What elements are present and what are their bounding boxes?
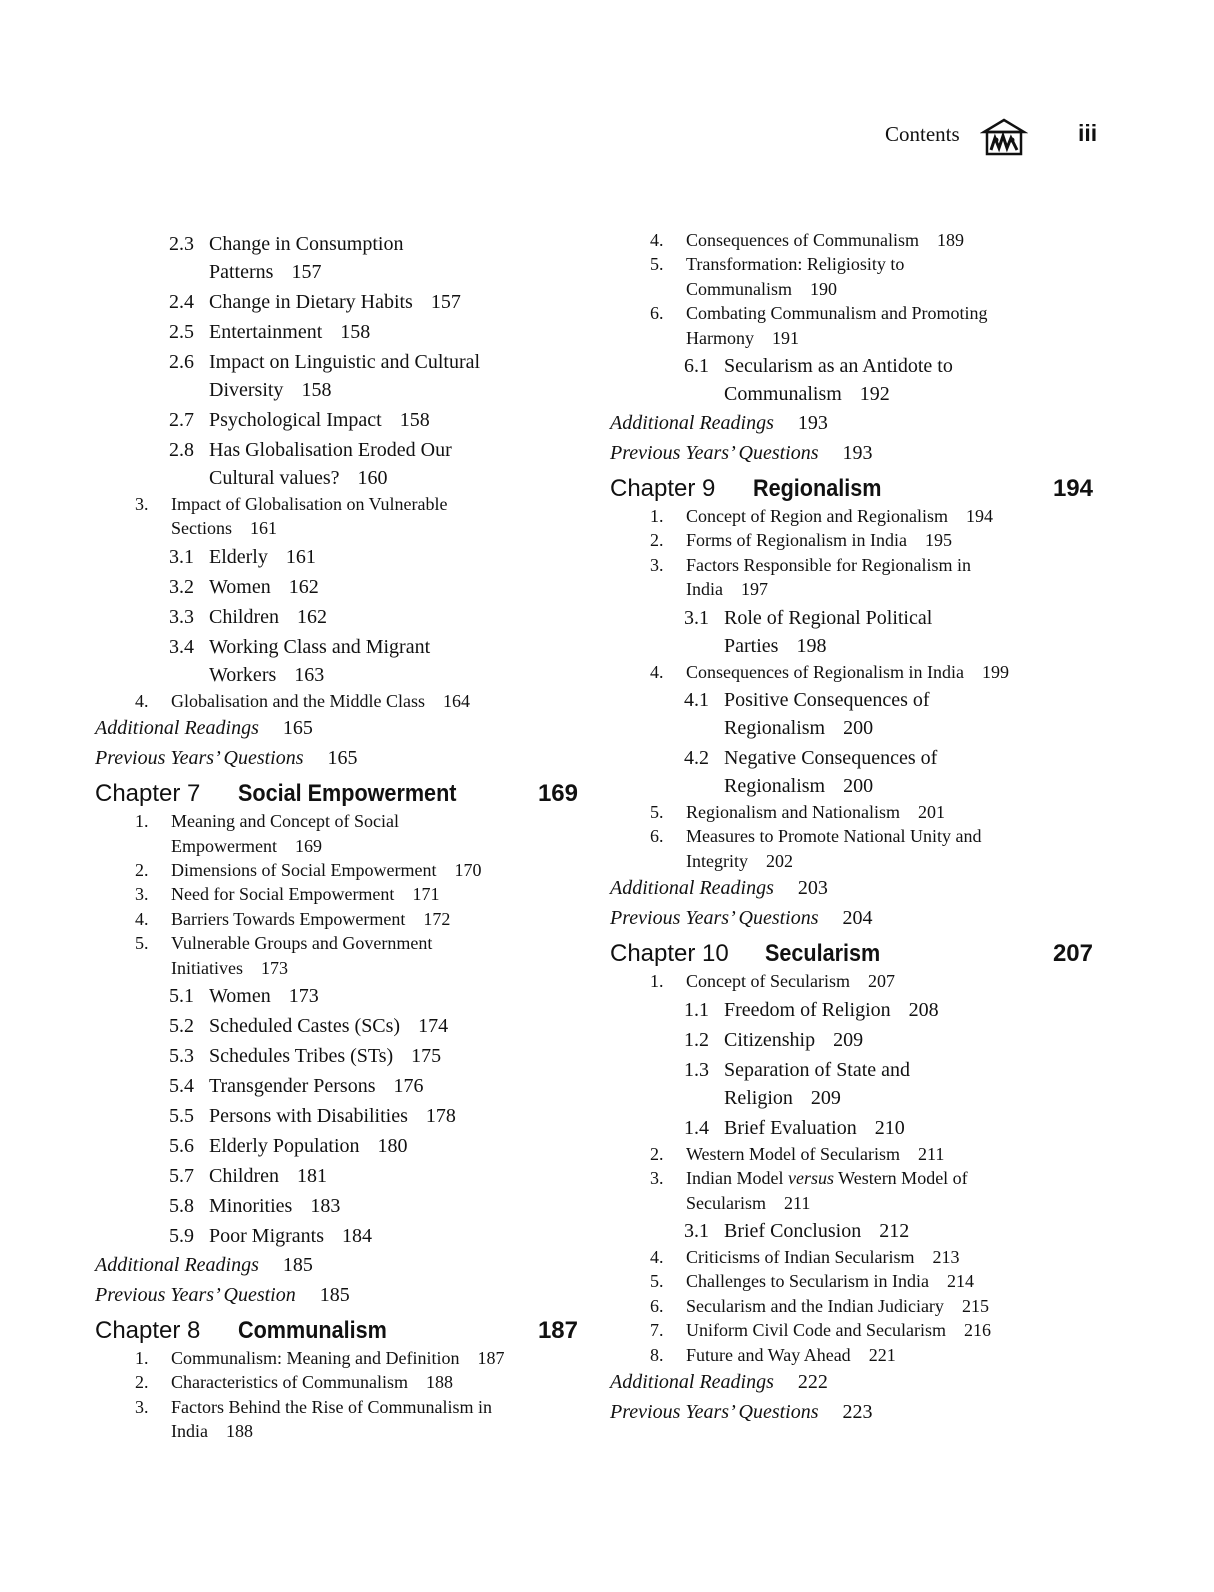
entry-title: Secularism as an Antidote to Communalism bbox=[724, 355, 953, 406]
entry-page: 162 bbox=[288, 575, 319, 598]
previous-years-questions bbox=[610, 903, 1030, 933]
entry-number: 3.4 bbox=[169, 635, 194, 658]
entry-page: 210 bbox=[874, 1116, 905, 1139]
page-number: iii bbox=[1078, 120, 1098, 146]
entry-page: 161 bbox=[250, 518, 277, 539]
toc-subentry bbox=[95, 1042, 505, 1070]
entry-number: 1.2 bbox=[684, 1028, 709, 1051]
toc-entry bbox=[95, 492, 505, 541]
toc-subentry bbox=[610, 744, 1030, 800]
entry-title: Barriers Towards Empowerment bbox=[171, 908, 406, 929]
toc-entry bbox=[610, 1318, 1030, 1342]
entry-page: 200 bbox=[843, 775, 874, 798]
entry-page: 197 bbox=[740, 579, 768, 600]
toc-subentry bbox=[610, 1217, 1030, 1245]
entry-title: Brief Evaluation bbox=[724, 1116, 857, 1139]
entry-number: 2. bbox=[135, 1372, 149, 1393]
toc-subentry bbox=[95, 230, 505, 286]
entry-number: 1.1 bbox=[684, 998, 709, 1021]
entry-page: 207 bbox=[867, 971, 895, 992]
entry-page: 185 bbox=[319, 1284, 350, 1307]
entry-number: 4. bbox=[650, 1246, 664, 1267]
previous-years-questions bbox=[610, 438, 1030, 468]
chapter-number: Chapter 8 bbox=[95, 1317, 201, 1345]
chapter-page: 194 bbox=[1052, 475, 1093, 503]
entry-number: 3. bbox=[650, 1168, 664, 1189]
entry-title: Challenges to Secularism in India bbox=[686, 1271, 929, 1292]
toc-entry bbox=[95, 689, 505, 713]
toc-entry bbox=[610, 969, 1030, 993]
entry-page: 173 bbox=[260, 957, 288, 978]
toc-entry bbox=[95, 907, 505, 931]
toc-subentry bbox=[610, 996, 1030, 1024]
entry-title: Transformation: Religiosity to Communalism bbox=[686, 254, 905, 299]
entry-page: 202 bbox=[765, 850, 793, 871]
entry-number: 1. bbox=[135, 811, 149, 832]
toc-subentry bbox=[95, 288, 505, 316]
entry-page: 183 bbox=[310, 1195, 341, 1218]
entry-page: 171 bbox=[412, 884, 440, 905]
toc-subentry bbox=[610, 1056, 1030, 1112]
entry-page: 209 bbox=[810, 1086, 841, 1109]
toc-entry bbox=[95, 1370, 505, 1394]
toc-right-column bbox=[610, 228, 1093, 1427]
entry-number: 2.7 bbox=[169, 409, 194, 431]
entry-number: 2. bbox=[650, 1143, 664, 1164]
chapter-title: Secularism bbox=[765, 940, 881, 968]
entry-page: 158 bbox=[399, 409, 430, 431]
entry-number: 2.6 bbox=[169, 351, 194, 373]
entry-title: Additional Readings bbox=[95, 1254, 259, 1277]
entry-page: 211 bbox=[918, 1143, 945, 1164]
entry-number: 3.1 bbox=[169, 545, 194, 568]
entry-page: 195 bbox=[924, 530, 952, 551]
toc-entry bbox=[610, 553, 1030, 602]
entry-title: Additional Readings bbox=[610, 877, 774, 900]
entry-page: 193 bbox=[797, 412, 828, 435]
entry-page: 185 bbox=[282, 1254, 313, 1277]
entry-number: 4. bbox=[135, 908, 149, 929]
entry-title: Previous Years’ Questions bbox=[610, 1400, 819, 1423]
entry-page: 222 bbox=[797, 1370, 828, 1393]
entry-title: Consequences of Regionalism in India bbox=[686, 661, 964, 682]
entry-number: 2.5 bbox=[169, 321, 194, 343]
entry-number: 5.4 bbox=[169, 1075, 194, 1098]
entry-page: 157 bbox=[430, 291, 461, 313]
toc-subentry bbox=[95, 543, 505, 571]
toc-subentry bbox=[95, 1012, 505, 1040]
toc-entry bbox=[610, 504, 1030, 528]
toc-entry bbox=[610, 301, 1030, 350]
book-house-logo-icon bbox=[980, 118, 1028, 156]
entry-title: Negative Consequences of Regionalism bbox=[724, 747, 938, 798]
entry-title: Concept of Secularism bbox=[686, 971, 850, 992]
entry-number: 2. bbox=[650, 530, 664, 551]
entry-title: Change in Dietary Habits bbox=[209, 291, 413, 313]
entry-title: Citizenship bbox=[724, 1028, 816, 1051]
toc-subentry bbox=[95, 436, 505, 492]
toc-entry bbox=[610, 660, 1030, 684]
entry-page: 223 bbox=[842, 1400, 873, 1423]
entry-title-emphasis: versus bbox=[787, 1168, 834, 1189]
toc-subentry bbox=[610, 604, 1030, 660]
entry-number: 3.1 bbox=[684, 606, 709, 629]
chapter-page: 207 bbox=[1052, 940, 1093, 968]
entry-page: 170 bbox=[454, 860, 482, 881]
chapter-heading bbox=[610, 474, 1097, 504]
entry-title: Additional Readings bbox=[610, 412, 774, 435]
toc-entry bbox=[610, 1343, 1030, 1367]
chapter-heading bbox=[95, 1316, 582, 1346]
entry-page: 157 bbox=[291, 261, 322, 283]
entry-title: Scheduled Castes (SCs) bbox=[209, 1015, 401, 1038]
entry-number: 1.3 bbox=[684, 1058, 709, 1081]
previous-years-questions bbox=[610, 1397, 1030, 1427]
previous-years-questions bbox=[95, 1280, 505, 1310]
toc-subentry bbox=[95, 406, 505, 434]
entry-title: Entertainment bbox=[209, 321, 323, 343]
entry-title: Regionalism and Nationalism bbox=[686, 802, 900, 823]
entry-title: Impact of Globalisation on Vulnerable Sections bbox=[171, 494, 448, 539]
entry-number: 5. bbox=[650, 1271, 664, 1292]
entry-title: Children bbox=[209, 1165, 279, 1188]
entry-title: Characteristics of Communalism bbox=[171, 1372, 408, 1393]
entry-page: 161 bbox=[285, 545, 316, 568]
entry-number: 2.8 bbox=[169, 439, 194, 461]
entry-page: 175 bbox=[411, 1045, 442, 1068]
entry-title: Communalism: Meaning and Definition bbox=[171, 1348, 460, 1369]
previous-years-questions bbox=[95, 743, 505, 773]
entry-title: Working Class and Migrant Workers bbox=[209, 635, 431, 686]
entry-title: Western Model of Secularism bbox=[686, 1143, 900, 1164]
entry-title: Factors Responsible for Regionalism in India bbox=[686, 554, 971, 600]
toc-entry bbox=[95, 858, 505, 882]
entry-title: Has Globalisation Eroded Our Cultural values? bbox=[209, 439, 452, 489]
entry-number: 4. bbox=[650, 230, 664, 250]
entry-page: 199 bbox=[981, 661, 1009, 682]
entry-number: 3.1 bbox=[684, 1219, 709, 1242]
entry-title: Previous Years’ Questions bbox=[95, 747, 304, 770]
entry-title: Forms of Regionalism in India bbox=[686, 530, 907, 551]
entry-page: 216 bbox=[963, 1320, 991, 1341]
entry-number: 1. bbox=[650, 506, 664, 527]
toc-entry bbox=[610, 1245, 1030, 1269]
entry-title: Transgender Persons bbox=[209, 1075, 376, 1098]
toc-subentry bbox=[95, 1102, 505, 1130]
entry-number: 1. bbox=[135, 1348, 149, 1369]
entry-page: 201 bbox=[917, 802, 945, 823]
toc-entry bbox=[610, 252, 1030, 301]
entry-page: 203 bbox=[797, 877, 828, 900]
entry-title: Impact on Linguistic and Cultural Diversity bbox=[209, 351, 481, 401]
entry-page: 190 bbox=[810, 278, 838, 299]
entry-title: Positive Consequences of Regionalism bbox=[724, 689, 930, 740]
entry-title: Previous Years’ Questions bbox=[610, 907, 819, 930]
entry-number: 1.4 bbox=[684, 1116, 709, 1139]
entry-page: 164 bbox=[442, 690, 470, 711]
entry-title: Uniform Civil Code and Secularism bbox=[686, 1320, 946, 1341]
entry-number: 6. bbox=[650, 826, 664, 847]
additional-readings bbox=[610, 873, 1030, 903]
entry-page: 184 bbox=[342, 1225, 372, 1248]
page-header bbox=[860, 118, 1105, 158]
entry-page: 162 bbox=[297, 605, 327, 628]
entry-number: 5.2 bbox=[169, 1015, 194, 1038]
entry-page: 187 bbox=[477, 1348, 505, 1369]
toc-entry bbox=[610, 1166, 1030, 1215]
toc-entry bbox=[610, 1142, 1030, 1166]
toc-entry bbox=[610, 1294, 1030, 1318]
entry-page: 221 bbox=[868, 1344, 896, 1365]
entry-number: 3. bbox=[650, 554, 664, 575]
entry-number: 5.1 bbox=[169, 985, 194, 1008]
toc-entry bbox=[95, 882, 505, 906]
entry-page: 188 bbox=[425, 1372, 453, 1393]
entry-page: 160 bbox=[357, 467, 388, 489]
entry-title-part: Western Model of Secularism bbox=[686, 1168, 968, 1213]
entry-page: 191 bbox=[771, 327, 799, 348]
entry-page: 192 bbox=[859, 383, 890, 406]
entry-title: Children bbox=[209, 605, 279, 628]
entry-title: Meaning and Concept of Social Empowerment bbox=[171, 811, 399, 856]
entry-number: 3. bbox=[135, 884, 149, 905]
entry-page: 165 bbox=[327, 747, 358, 770]
toc-entry bbox=[610, 800, 1030, 824]
entry-number: 5.3 bbox=[169, 1045, 194, 1068]
entry-page: 200 bbox=[843, 717, 874, 740]
toc-subentry bbox=[95, 318, 505, 346]
entry-number: 5. bbox=[650, 254, 664, 275]
entry-title: Factors Behind the Rise of Communalism in India bbox=[171, 1396, 492, 1442]
entry-title: Women bbox=[209, 985, 271, 1008]
entry-title: Change in Consumption Patterns bbox=[209, 233, 404, 283]
entry-page: 215 bbox=[961, 1295, 989, 1316]
toc-entry bbox=[95, 931, 505, 980]
entry-page: 214 bbox=[946, 1271, 974, 1292]
chapter-title: Regionalism bbox=[753, 475, 882, 503]
entry-number: 5.6 bbox=[169, 1135, 194, 1158]
entry-page: 211 bbox=[783, 1192, 811, 1213]
entry-number: 4. bbox=[650, 661, 664, 682]
entry-number: 2. bbox=[135, 860, 149, 881]
chapter-heading bbox=[95, 779, 582, 809]
chapter-page: 169 bbox=[537, 780, 578, 808]
entry-number: 4.2 bbox=[684, 747, 709, 770]
entry-page: 181 bbox=[297, 1165, 327, 1188]
entry-title: Future and Way Ahead bbox=[686, 1344, 851, 1365]
entry-title: Persons with Disabilities bbox=[209, 1105, 408, 1128]
entry-title: Concept of Region and Regionalism bbox=[686, 506, 948, 527]
entry-number: 5.9 bbox=[169, 1225, 194, 1248]
entry-title: Secularism and the Indian Judiciary bbox=[686, 1295, 944, 1316]
toc-left-column bbox=[95, 228, 578, 1444]
additional-readings bbox=[95, 713, 505, 743]
entry-number: 2.3 bbox=[169, 233, 194, 255]
entry-title: Consequences of Communalism bbox=[686, 230, 919, 250]
entry-number: 3. bbox=[135, 494, 149, 514]
entry-title: Minorities bbox=[209, 1195, 293, 1218]
entry-page: 174 bbox=[418, 1015, 449, 1038]
entry-number: 6. bbox=[650, 303, 664, 324]
entry-title: Dimensions of Social Empowerment bbox=[171, 860, 437, 881]
entry-page: 198 bbox=[796, 634, 827, 657]
toc-subentry bbox=[95, 1192, 505, 1220]
toc-subentry bbox=[95, 573, 505, 601]
entry-page: 209 bbox=[833, 1028, 864, 1051]
entry-page: 158 bbox=[340, 321, 371, 343]
entry-number: 6. bbox=[650, 1295, 664, 1316]
entry-number: 2.4 bbox=[169, 291, 194, 313]
entry-title: Globalisation and the Middle Class bbox=[171, 690, 425, 711]
toc-subentry bbox=[95, 603, 505, 631]
chapter-number: Chapter 9 bbox=[610, 475, 716, 503]
entry-title: Additional Readings bbox=[610, 1370, 774, 1393]
entry-number: 5.8 bbox=[169, 1195, 194, 1218]
entry-page: 163 bbox=[294, 663, 325, 686]
entry-title: Combating Communalism and Promoting Harmony bbox=[686, 303, 988, 348]
entry-page: 176 bbox=[393, 1075, 424, 1098]
entry-title: Separation of State and Religion bbox=[724, 1058, 911, 1109]
additional-readings bbox=[95, 1250, 505, 1280]
toc-subentry bbox=[95, 633, 505, 689]
entry-page: 189 bbox=[936, 230, 964, 250]
toc-subentry bbox=[95, 348, 505, 404]
entry-number: 5.5 bbox=[169, 1105, 194, 1128]
toc-subentry bbox=[95, 1132, 505, 1160]
entry-number: 7. bbox=[650, 1320, 664, 1341]
entry-number: 3. bbox=[135, 1396, 149, 1417]
entry-number: 3.3 bbox=[169, 605, 194, 628]
entry-title: Women bbox=[209, 575, 271, 598]
toc-entry bbox=[610, 528, 1030, 552]
chapter-heading bbox=[610, 939, 1097, 969]
toc-entry bbox=[610, 1269, 1030, 1293]
chapter-page: 187 bbox=[537, 1317, 578, 1345]
chapter-title: Communalism bbox=[238, 1317, 387, 1345]
entry-page: 178 bbox=[425, 1105, 456, 1128]
entry-title: Psychological Impact bbox=[209, 409, 382, 431]
entry-page: 194 bbox=[965, 506, 993, 527]
entry-number: 1. bbox=[650, 971, 664, 992]
toc-entry bbox=[610, 824, 1030, 873]
entry-page: 193 bbox=[842, 442, 873, 465]
chapter-number: Chapter 7 bbox=[95, 780, 201, 808]
toc-subentry bbox=[95, 1222, 505, 1250]
toc-subentry bbox=[610, 1114, 1030, 1142]
entry-title: Elderly Population bbox=[209, 1135, 360, 1158]
entry-page: 208 bbox=[908, 998, 939, 1021]
entry-number: 4.1 bbox=[684, 689, 709, 712]
entry-page: 180 bbox=[377, 1135, 408, 1158]
chapter-title: Social Empowerment bbox=[238, 780, 457, 808]
entry-page: 173 bbox=[288, 985, 319, 1008]
additional-readings bbox=[610, 1367, 1030, 1397]
entry-title: Role of Regional Political Parties bbox=[724, 606, 933, 657]
entry-number: 5. bbox=[135, 933, 149, 954]
toc-entry bbox=[610, 228, 1030, 252]
toc-subentry bbox=[95, 1162, 505, 1190]
entry-page: 212 bbox=[879, 1219, 910, 1242]
entry-title: Vulnerable Groups and Government Initiatives bbox=[171, 933, 433, 978]
entry-page: 158 bbox=[301, 379, 332, 401]
toc-subentry bbox=[610, 1026, 1030, 1054]
entry-page: 172 bbox=[423, 908, 451, 929]
toc-subentry bbox=[95, 982, 505, 1010]
running-header-title: Contents bbox=[885, 122, 960, 146]
entry-title: Criticisms of Indian Secularism bbox=[686, 1246, 915, 1267]
additional-readings bbox=[610, 408, 1030, 438]
toc-entry bbox=[95, 809, 505, 858]
entry-number: 8. bbox=[650, 1344, 664, 1365]
entry-page: 204 bbox=[842, 907, 873, 930]
entry-page: 188 bbox=[225, 1421, 253, 1442]
entry-title bbox=[686, 1168, 968, 1212]
entry-number: 3.2 bbox=[169, 575, 194, 598]
entry-title-part: Indian Model bbox=[686, 1168, 788, 1189]
entry-title: Previous Years’ Questions bbox=[610, 442, 819, 465]
entry-title: Measures to Promote National Unity and Integrity bbox=[686, 826, 982, 871]
entry-page: 165 bbox=[282, 717, 313, 740]
entry-number: 6.1 bbox=[684, 355, 709, 378]
toc-subentry bbox=[95, 1072, 505, 1100]
entry-number: 5.7 bbox=[169, 1165, 194, 1188]
entry-title: Elderly bbox=[209, 545, 268, 568]
toc-subentry bbox=[610, 352, 1030, 408]
entry-title: Brief Conclusion bbox=[724, 1219, 862, 1242]
entry-title: Additional Readings bbox=[95, 717, 259, 740]
entry-number: 4. bbox=[135, 690, 149, 711]
toc-entry bbox=[95, 1395, 505, 1444]
entry-title: Poor Migrants bbox=[209, 1225, 324, 1248]
entry-title: Previous Years’ Question bbox=[95, 1284, 296, 1307]
toc-entry bbox=[95, 1346, 505, 1370]
entry-number: 5. bbox=[650, 802, 664, 823]
chapter-number: Chapter 10 bbox=[610, 940, 729, 968]
entry-page: 213 bbox=[932, 1246, 960, 1267]
toc-subentry bbox=[610, 686, 1030, 742]
entry-title: Schedules Tribes (STs) bbox=[209, 1045, 394, 1068]
entry-title: Freedom of Religion bbox=[724, 998, 891, 1021]
entry-page: 169 bbox=[294, 835, 322, 856]
entry-title: Need for Social Empowerment bbox=[171, 884, 395, 905]
